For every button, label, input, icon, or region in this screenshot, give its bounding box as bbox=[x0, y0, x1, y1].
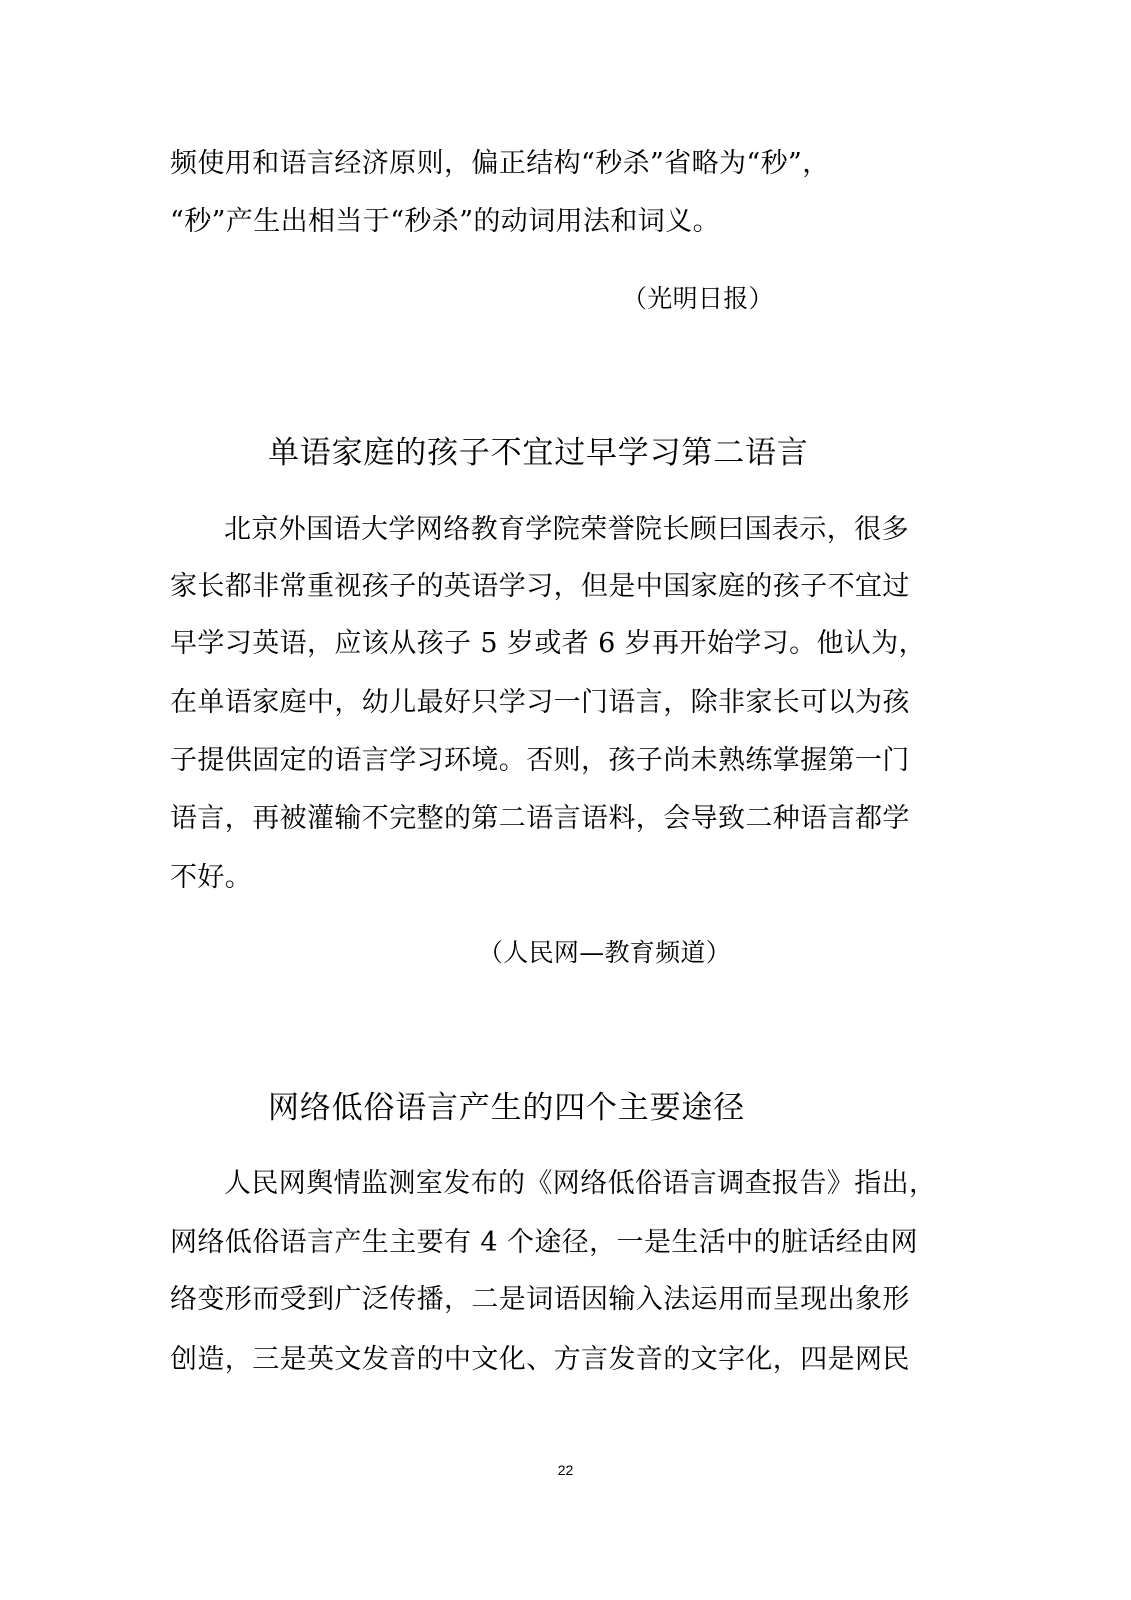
article1-source: （人民网—教育频道） bbox=[478, 938, 732, 967]
intro-line-2: “秒”产生出相当于“秒杀”的动词用法和词义。 bbox=[170, 206, 721, 237]
article1-line-3: 早学习英语，应该从孩子 5 岁或者 6 岁再开始学习。他认为， bbox=[170, 628, 927, 659]
intro-source: （光明日报） bbox=[622, 284, 774, 313]
article1-title: 单语家庭的孩子不宜过早学习第二语言 bbox=[268, 435, 809, 471]
article2-title: 网络低俗语言产生的四个主要途径 bbox=[268, 1090, 745, 1126]
article1-line-6: 语言，再被灌输不完整的第二语言语料，会导致二种语言都学 bbox=[170, 803, 910, 834]
article1-line-7: 不好。 bbox=[170, 862, 253, 893]
article2-line-3: 络变形而受到广泛传播，二是词语因输入法运用而呈现出象形 bbox=[170, 1284, 910, 1315]
page-number: 22 bbox=[557, 1462, 574, 1478]
article1-line-5: 子提供固定的语言学习环境。否则，孩子尚未熟练掌握第一门 bbox=[170, 745, 910, 776]
article2-line-2: 网络低俗语言产生主要有 4 个途径，一是生活中的脏话经由网 bbox=[170, 1227, 918, 1258]
article1-line-1: 北京外国语大学网络教育学院荣誉院长顾曰国表示，很多 bbox=[224, 514, 909, 545]
article1-line-2: 家长都非常重视孩子的英语学习，但是中国家庭的孩子不宜过 bbox=[170, 571, 910, 602]
article2-line-4: 创造，三是英文发音的中文化、方言发音的文字化，四是网民 bbox=[170, 1344, 910, 1375]
intro-line-1: 频使用和语言经济原则，偏正结构“秒杀”省略为“秒”， bbox=[170, 148, 830, 179]
article2-line-1: 人民网舆情监测室发布的《网络低俗语言调查报告》指出， bbox=[224, 1168, 937, 1199]
article1-line-4: 在单语家庭中，幼儿最好只学习一门语言，除非家长可以为孩 bbox=[170, 687, 910, 718]
